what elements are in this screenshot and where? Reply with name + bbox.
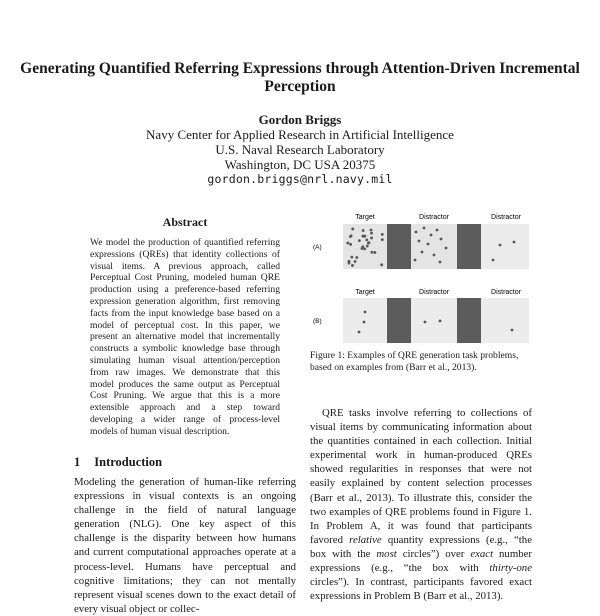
figure-dot	[499, 244, 502, 247]
figure-dot	[351, 228, 354, 231]
figure-dot	[354, 260, 357, 263]
figure-dot	[348, 262, 351, 265]
figure-dot	[362, 229, 365, 232]
paragraph	[310, 406, 532, 603]
right-column-text	[310, 406, 532, 603]
row-b-header-distractor-2: Distractor	[491, 289, 521, 296]
figure-dot	[445, 247, 448, 250]
figure-dot	[513, 241, 516, 244]
figure-dot	[368, 241, 371, 244]
section-number: 1	[74, 455, 81, 469]
emphasis: most	[376, 547, 397, 560]
author-email: gordon.briggs@nrl.navy.mil	[207, 172, 393, 186]
figure-dot	[370, 229, 373, 232]
figure-dot	[380, 263, 383, 266]
figure-dot	[440, 238, 443, 241]
author-block	[0, 112, 600, 187]
row-a-header-target: Target	[355, 214, 375, 221]
emphasis: relative	[349, 533, 382, 546]
row-b-distractor-panel-1	[411, 298, 457, 343]
figure-dot	[346, 242, 349, 245]
row-a-divider-2	[457, 224, 481, 269]
figure-dot	[415, 231, 418, 234]
figure-dot	[349, 243, 352, 246]
row-b-header-distractor-1: Distractor	[419, 289, 449, 296]
abstract-text: We model the production of quantified referring expressions (QREs) that identity collections of visual items. A previous approach, called Perceptual Cost Pruning, modeled human QRE production using a preference-based referring expression generation algorithm, first removing facts from the input knowledge base based on a model of perceptual cost. In this paper, we present an alternative model that incrementally constructs a symbolic knowledge base through simulating human visual attention/perception from raw images. We demonstrate that this model produces the same output as Perceptual Cost Pruning. We argue that this is a more extensible approach and a step toward developing a wider range of process-level models of human visual description.	[90, 237, 280, 437]
text-run: number expressions (e.g., “the box with	[310, 547, 533, 575]
row-a-label: (A)	[313, 244, 322, 251]
author-name: Gordon Briggs	[258, 112, 342, 127]
figure-dot	[430, 234, 433, 237]
figure-dot	[373, 251, 376, 254]
row-b-divider-2	[457, 298, 481, 343]
figure-dot	[361, 247, 364, 250]
figure-dot	[433, 254, 436, 257]
figure-dot	[511, 329, 514, 332]
text-run: quantity expressions (e.g., “the box with the	[310, 533, 532, 560]
emphasis: exact	[470, 547, 494, 560]
figure-dot	[427, 243, 430, 246]
figure-dot	[370, 237, 373, 240]
section-heading	[74, 455, 162, 470]
figure-1	[310, 208, 532, 348]
row-a-divider-1	[387, 224, 411, 269]
text-run: circles”) over	[396, 547, 471, 560]
figure-dot	[358, 331, 361, 334]
figure-dot	[351, 264, 354, 267]
figure-dot	[370, 251, 373, 254]
text-run: circles”). In contrast, participants favored exact expressions in Problem B (Barr et al., 2013).	[310, 576, 532, 603]
section-title: Introduction	[94, 455, 163, 469]
row-a-header-distractor-1: Distractor	[419, 214, 449, 221]
row-b-label: (B)	[313, 318, 322, 325]
figure-dot	[418, 240, 421, 243]
affiliation-line-1: Navy Center for Applied Research in Artificial Intelligence	[146, 127, 454, 142]
figure-dot	[436, 229, 439, 232]
abstract-heading: Abstract	[162, 215, 208, 229]
affiliation-line-3: Washington, DC USA 20375	[224, 157, 376, 172]
row-a-distractor-panel-1	[411, 224, 457, 269]
figure-caption: Figure 1: Examples of QRE generation task problems, based on examples from (Barr et al., 2013).	[310, 350, 519, 373]
row-a-distractor-panel-2	[481, 224, 529, 269]
figure-dot	[363, 321, 366, 324]
row-b-divider-1	[387, 298, 411, 343]
figure-dot	[363, 247, 366, 250]
figure-dot	[423, 227, 426, 230]
figure-dot	[439, 320, 442, 323]
paper-title: Generating Quantified Referring Expressions through Attention-Driven Incremental Perception	[20, 60, 580, 95]
figure-dot	[355, 256, 358, 259]
figure-dot	[492, 259, 495, 262]
figure-dot	[364, 311, 367, 314]
figure-dot	[366, 245, 369, 248]
emphasis: thirty-one	[489, 562, 532, 575]
row-b-header-target: Target	[355, 289, 375, 296]
affiliation-line-2: U.S. Naval Research Laboratory	[215, 142, 385, 157]
figure-dot	[350, 256, 353, 259]
figure-dot	[365, 238, 368, 241]
figure-dot	[421, 251, 424, 254]
figure-dot	[362, 235, 365, 238]
figure-dot	[370, 232, 373, 235]
figure-dot	[414, 259, 417, 262]
figure-dot	[381, 238, 384, 241]
row-b-target-panel	[343, 298, 387, 343]
figure-dot	[350, 234, 353, 237]
figure-dot	[439, 261, 442, 264]
row-a-header-distractor-2: Distractor	[491, 214, 521, 221]
figure-dot	[381, 233, 384, 236]
text-run: QRE tasks involve referring to collections of visual items by communicating information about the quantities contained in each collection. Initial experimental work in human-produced QREs showed regularities in responses that were not easily explained by content selection processes (Barr et al., 2013). To illustrate this, consider the two examples of QRE problems found in Figure 1. In Problem A, it was found that participants favored	[310, 407, 532, 546]
figure-dot	[358, 239, 361, 242]
introduction-text: Modeling the generation of human-like referring expressions in visual contexts is an ongoing challenge in the field of natural language generation (NLG). One key aspect of this challenge is the disparity between how humans and current computational approaches operate at a process-level. Humans have perceptual and cognitive limitations; they can not mentally represent visual scenes down to the exact detail of every visual object or collec-	[74, 476, 296, 615]
row-b-distractor-panel-2	[481, 298, 529, 343]
figure-dot	[424, 321, 427, 324]
